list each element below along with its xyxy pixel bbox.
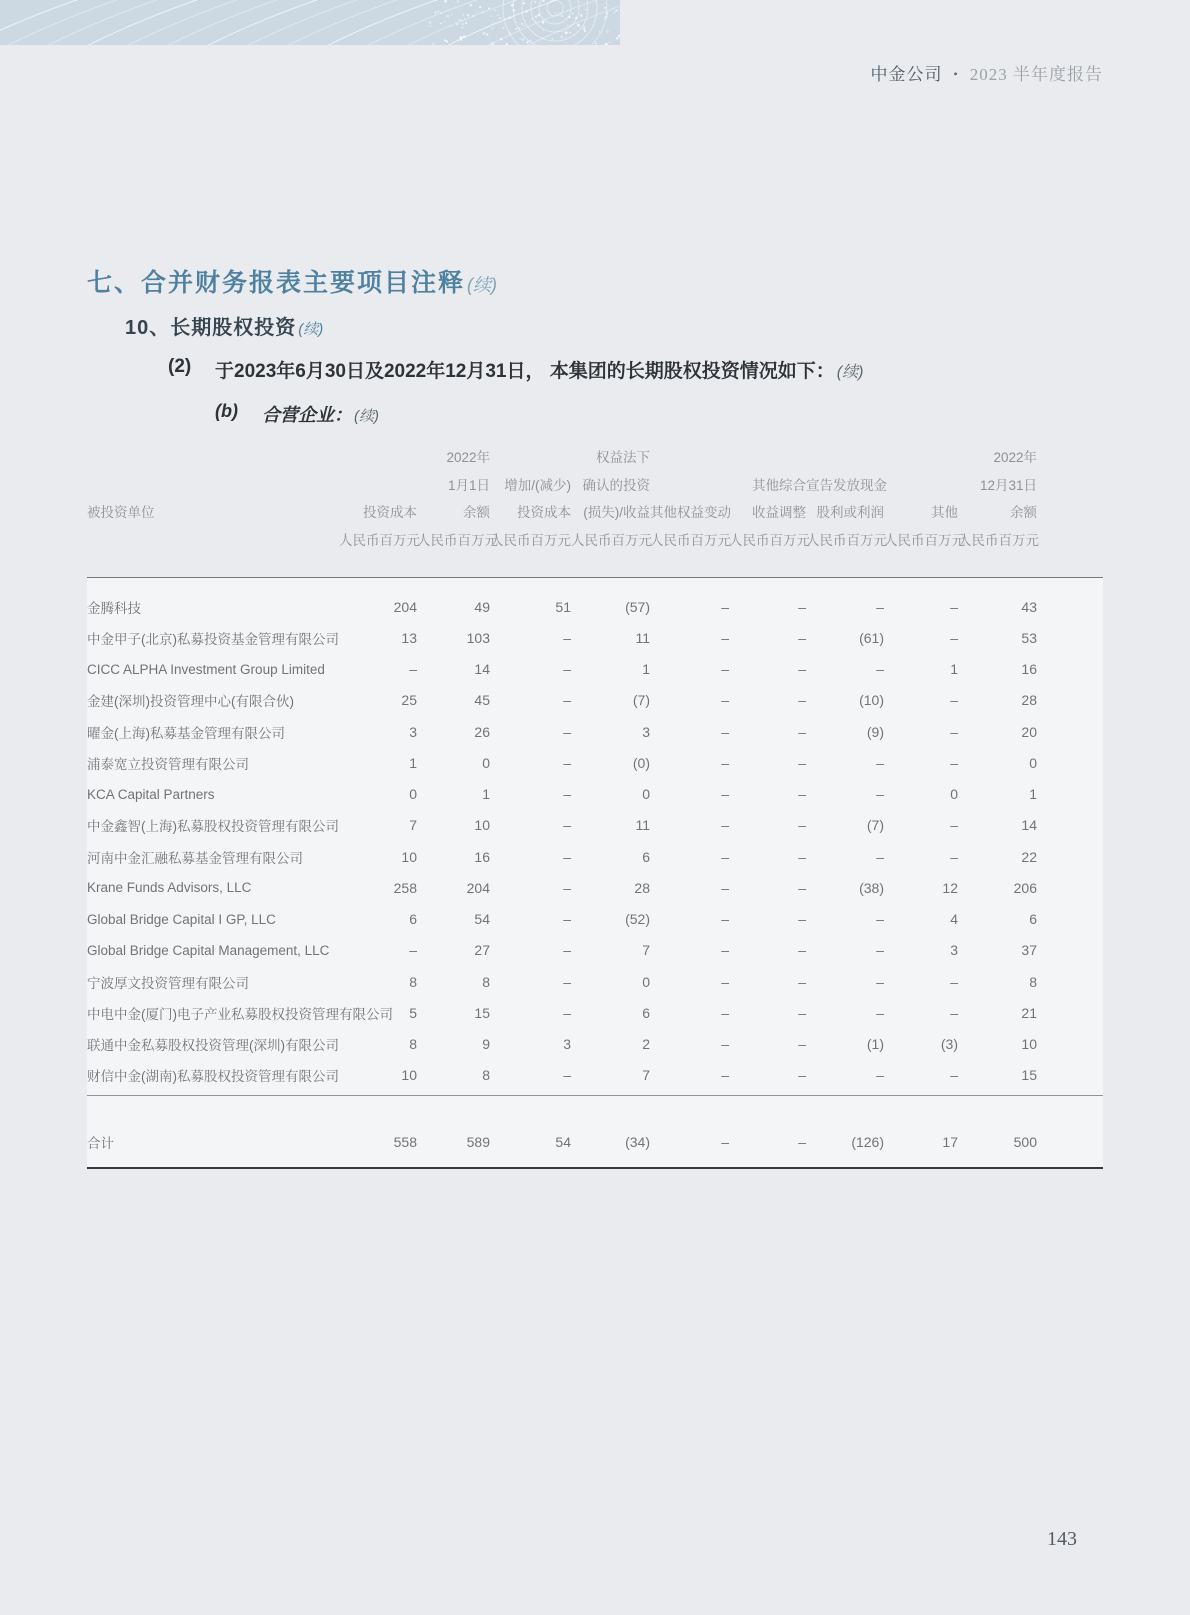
sub-item-paragraph xyxy=(215,401,379,427)
page-number: 143 xyxy=(1047,1528,1077,1550)
value-cell: – xyxy=(950,629,958,646)
value-cell: (7) xyxy=(866,817,884,834)
investee-name: Global Bridge Capital Management, LLC xyxy=(87,942,330,958)
section-title xyxy=(87,263,497,299)
value-cell: 54 xyxy=(474,911,490,928)
header-line xyxy=(650,444,729,472)
value-cell: (126) xyxy=(851,1133,884,1150)
value-cell: – xyxy=(798,692,806,709)
value-cell: – xyxy=(721,754,729,771)
row-spacer xyxy=(1037,911,1103,927)
value-cell: 1 xyxy=(409,754,417,771)
row-spacer xyxy=(1037,661,1103,677)
header-line: 人民币百万元 xyxy=(571,532,652,548)
table-row xyxy=(87,841,1103,872)
value-cell: – xyxy=(721,942,729,959)
header-line xyxy=(806,444,884,472)
value-cell: 4 xyxy=(950,911,958,928)
table-row xyxy=(87,997,1103,1028)
value-cell: 22 xyxy=(1021,848,1037,865)
value-cell: – xyxy=(950,1004,958,1021)
header-line xyxy=(490,444,571,472)
value-cell: – xyxy=(563,817,571,834)
value-cell: 10 xyxy=(401,1067,417,1084)
table-row xyxy=(87,1029,1103,1060)
value-cell: – xyxy=(798,723,806,740)
value-cell: 500 xyxy=(1013,1133,1037,1150)
value-cell: 258 xyxy=(393,879,417,896)
subsection-title-text: 10、长期股权投资 xyxy=(125,317,297,339)
investee-name: 中电中金(厦门)电子产业私募股权投资管理有限公司 xyxy=(87,1006,393,1022)
value-cell: 1 xyxy=(1029,786,1037,803)
value-cell: – xyxy=(563,629,571,646)
value-cell: 0 xyxy=(642,786,650,803)
value-cell: 13 xyxy=(401,629,417,646)
row-spacer xyxy=(1037,880,1103,896)
header-line xyxy=(87,527,339,555)
value-cell: 11 xyxy=(635,817,650,834)
value-cell: – xyxy=(563,754,571,771)
report-title: 2023 半年度报告 xyxy=(969,65,1103,84)
value-cell: – xyxy=(721,598,729,615)
value-cell: 49 xyxy=(474,598,490,615)
row-spacer xyxy=(1037,1005,1103,1021)
investee-name: KCA Capital Partners xyxy=(87,786,215,802)
header-line xyxy=(729,444,806,472)
value-cell: – xyxy=(409,942,417,959)
value-cell: 589 xyxy=(466,1133,490,1150)
total-row xyxy=(87,1126,1103,1157)
subsection-title-suffix: (续) xyxy=(298,321,324,338)
value-cell: – xyxy=(798,629,806,646)
value-cell: 6 xyxy=(1029,911,1037,928)
value-cell: – xyxy=(721,848,729,865)
table-row xyxy=(87,935,1103,966)
value-cell: – xyxy=(563,692,571,709)
value-cell: – xyxy=(950,692,958,709)
value-cell: – xyxy=(563,942,571,959)
table-rows xyxy=(87,578,1103,1095)
value-cell: (1) xyxy=(866,1036,884,1053)
running-head xyxy=(0,60,1103,85)
value-cell: – xyxy=(721,661,729,678)
value-cell: 14 xyxy=(474,661,490,678)
item-suffix: (续) xyxy=(836,364,864,381)
item-label: (2) xyxy=(168,356,192,377)
value-cell: – xyxy=(876,1004,884,1021)
investee-name: 中金鑫智(上海)私募股权投资管理有限公司 xyxy=(87,819,339,835)
value-cell: 6 xyxy=(642,848,650,865)
column-header-7 xyxy=(884,444,965,554)
value-cell: 8 xyxy=(482,973,490,990)
value-cell: – xyxy=(563,1067,571,1084)
value-cell: – xyxy=(798,661,806,678)
value-cell: – xyxy=(798,848,806,865)
value-cell: 51 xyxy=(555,598,571,615)
table-row xyxy=(87,654,1103,685)
header-line: 2022年 xyxy=(993,450,1037,465)
investee-name: 河南中金汇融私募基金管理有限公司 xyxy=(87,850,303,866)
value-cell: (34) xyxy=(625,1133,650,1150)
bullet-separator: • xyxy=(953,67,959,81)
value-cell: 3 xyxy=(409,723,417,740)
value-cell: – xyxy=(876,1067,884,1084)
value-cell: 558 xyxy=(393,1133,417,1150)
table-row xyxy=(87,747,1103,778)
value-cell: 8 xyxy=(409,973,417,990)
value-cell: 53 xyxy=(1021,629,1037,646)
header-line: 权益法下 xyxy=(596,450,650,465)
value-cell: (3) xyxy=(940,1036,958,1053)
header-line: 人民币百万元 xyxy=(884,532,965,548)
value-cell: 10 xyxy=(1021,1036,1037,1053)
header-line: 其他 xyxy=(931,505,958,520)
value-cell: – xyxy=(798,942,806,959)
value-cell: 204 xyxy=(466,879,490,896)
value-cell: – xyxy=(563,973,571,990)
value-cell: – xyxy=(798,786,806,803)
value-cell: – xyxy=(876,911,884,928)
header-line: 2022年 xyxy=(446,450,490,465)
value-cell: 9 xyxy=(482,1036,490,1053)
value-cell: 26 xyxy=(474,723,490,740)
value-cell: – xyxy=(798,817,806,834)
value-cell: 0 xyxy=(1029,754,1037,771)
value-cell: 0 xyxy=(642,973,650,990)
header-line: 人民币百万元 xyxy=(729,532,810,548)
value-cell: 7 xyxy=(642,942,650,959)
sub-item-suffix: (续) xyxy=(354,408,379,425)
value-cell: (7) xyxy=(632,692,650,709)
value-cell: 21 xyxy=(1021,1004,1037,1021)
value-cell: 8 xyxy=(409,1036,417,1053)
value-cell: 1 xyxy=(482,786,490,803)
table-header xyxy=(87,444,1103,577)
value-cell: 43 xyxy=(1021,598,1037,615)
table-row xyxy=(87,591,1103,622)
band-pattern-svg xyxy=(0,0,620,45)
value-cell: 16 xyxy=(474,848,490,865)
value-cell: (61) xyxy=(859,629,884,646)
subsection-title xyxy=(125,311,323,340)
header-line: 宣告发放现金 xyxy=(806,477,887,493)
value-cell: – xyxy=(950,598,958,615)
header-line: 被投资单位 xyxy=(87,505,155,520)
header-spacer xyxy=(1037,444,1103,554)
value-cell: – xyxy=(798,973,806,990)
column-header-8 xyxy=(958,444,1037,554)
company-name: 中金公司 xyxy=(870,65,943,84)
value-cell: – xyxy=(563,723,571,740)
value-cell: 28 xyxy=(634,879,650,896)
table-row xyxy=(87,966,1103,997)
header-line: 1月1日 xyxy=(447,477,490,493)
investee-name: 金建(深圳)投资管理中心(有限合伙) xyxy=(87,694,294,710)
value-cell: – xyxy=(876,848,884,865)
header-line xyxy=(87,472,339,500)
value-cell: – xyxy=(876,786,884,803)
header-line xyxy=(339,472,417,500)
column-header-investee xyxy=(87,444,339,554)
row-spacer xyxy=(1037,1067,1103,1083)
value-cell: – xyxy=(950,973,958,990)
investee-name: 宁波厚文投资管理有限公司 xyxy=(87,975,249,991)
value-cell: – xyxy=(950,848,958,865)
value-cell: – xyxy=(563,911,571,928)
value-cell: 16 xyxy=(1021,661,1037,678)
joint-ventures-table xyxy=(87,444,1103,1169)
header-line: 其他综合 xyxy=(752,477,806,493)
value-cell: 7 xyxy=(409,817,417,834)
value-cell: – xyxy=(563,1004,571,1021)
value-cell: 7 xyxy=(642,1067,650,1084)
header-line: 人民币百万元 xyxy=(339,532,420,548)
header-line: 余额 xyxy=(1010,505,1037,520)
value-cell: 11 xyxy=(635,629,650,646)
value-cell: 27 xyxy=(474,942,490,959)
header-line: 其他权益变动 xyxy=(650,505,731,520)
value-cell: – xyxy=(721,911,729,928)
value-cell: – xyxy=(563,786,571,803)
value-cell: – xyxy=(721,629,729,646)
value-cell: 15 xyxy=(1021,1067,1037,1084)
value-cell: 45 xyxy=(474,692,490,709)
row-spacer xyxy=(1037,630,1103,646)
value-cell: (52) xyxy=(625,911,650,928)
value-cell: 8 xyxy=(1029,973,1037,990)
value-cell: – xyxy=(721,1004,729,1021)
table-row xyxy=(87,716,1103,747)
header-line xyxy=(650,472,729,500)
value-cell: – xyxy=(798,1133,806,1150)
investee-name: 金腾科技 xyxy=(87,600,141,616)
value-cell: – xyxy=(563,661,571,678)
header-line: 增加/(减少) xyxy=(504,477,571,493)
value-cell: 37 xyxy=(1021,942,1037,959)
value-cell: – xyxy=(721,692,729,709)
value-cell: 3 xyxy=(950,942,958,959)
header-line: 投资成本 xyxy=(517,505,571,520)
value-cell: 12 xyxy=(942,879,958,896)
row-spacer xyxy=(1037,755,1103,771)
investee-name: 财信中金(湖南)私募股权投资管理有限公司 xyxy=(87,1069,339,1085)
table-row xyxy=(87,904,1103,935)
investee-name: CICC ALPHA Investment Group Limited xyxy=(87,661,325,677)
row-spacer xyxy=(1037,942,1103,958)
table-row xyxy=(87,1060,1103,1091)
investee-name: 中金甲子(北京)私募投资基金管理有限公司 xyxy=(87,631,339,647)
value-cell: – xyxy=(798,1036,806,1053)
investee-name: Krane Funds Advisors, LLC xyxy=(87,880,252,896)
value-cell: 10 xyxy=(401,848,417,865)
value-cell: – xyxy=(798,754,806,771)
value-cell: (10) xyxy=(859,692,884,709)
value-cell: – xyxy=(876,661,884,678)
value-cell: 103 xyxy=(466,629,490,646)
value-cell: 25 xyxy=(401,692,417,709)
row-spacer xyxy=(1037,974,1103,990)
value-cell: – xyxy=(721,786,729,803)
item-paragraph xyxy=(168,356,863,383)
value-cell: 6 xyxy=(409,911,417,928)
value-cell: – xyxy=(876,754,884,771)
value-cell: – xyxy=(876,942,884,959)
value-cell: 14 xyxy=(1021,817,1037,834)
row-spacer xyxy=(1037,599,1103,615)
value-cell: – xyxy=(798,598,806,615)
header-line xyxy=(884,444,958,472)
value-cell: 1 xyxy=(642,661,650,678)
value-cell: – xyxy=(409,661,417,678)
value-cell: – xyxy=(876,598,884,615)
value-cell: – xyxy=(798,1004,806,1021)
header-line xyxy=(339,444,417,472)
investee-name: 联通中金私募股权投资管理(深圳)有限公司 xyxy=(87,1038,339,1054)
header-line: 人民币百万元 xyxy=(650,532,731,548)
item-text: 于2023年6月30日及2022年12月31日， 本集团的长期股权投资情况如下： (续) xyxy=(215,361,864,382)
header-line xyxy=(884,472,958,500)
value-cell: 6 xyxy=(642,1004,650,1021)
section-title-suffix: (续) xyxy=(467,275,498,295)
value-cell: – xyxy=(721,879,729,896)
value-cell: 0 xyxy=(482,754,490,771)
column-header-2 xyxy=(490,444,571,554)
investee-name: 曜金(上海)私募基金管理有限公司 xyxy=(87,725,285,741)
value-cell: (57) xyxy=(625,598,650,615)
column-header-4 xyxy=(650,444,729,554)
decorative-band xyxy=(0,0,620,45)
header-line: 股利或利润 xyxy=(816,505,884,520)
value-cell: – xyxy=(798,1067,806,1084)
header-line: 12月31日 xyxy=(979,477,1037,493)
investee-name: 合计 xyxy=(87,1135,114,1151)
header-line: 确认的投资 xyxy=(582,477,650,493)
value-cell: – xyxy=(721,1036,729,1053)
value-cell: – xyxy=(563,848,571,865)
header-line: (损失)/收益 xyxy=(583,505,650,520)
table-row xyxy=(87,810,1103,841)
value-cell: 0 xyxy=(409,786,417,803)
column-header-1 xyxy=(417,444,498,554)
value-cell: – xyxy=(950,1067,958,1084)
sub-item-label: (b) xyxy=(215,401,238,421)
row-spacer xyxy=(1037,786,1103,802)
value-cell: 5 xyxy=(409,1004,417,1021)
table-row xyxy=(87,622,1103,653)
row-spacer xyxy=(1037,817,1103,833)
table-row xyxy=(87,779,1103,810)
header-line: 余额 xyxy=(463,505,490,520)
value-cell: 8 xyxy=(482,1067,490,1084)
value-cell: (9) xyxy=(866,723,884,740)
value-cell: – xyxy=(798,911,806,928)
value-cell: 28 xyxy=(1021,692,1037,709)
value-cell: 1 xyxy=(950,661,958,678)
header-line: 人民币百万元 xyxy=(958,532,1039,548)
value-cell: – xyxy=(950,754,958,771)
header-line: 人民币百万元 xyxy=(490,532,571,548)
value-cell: – xyxy=(721,1067,729,1084)
value-cell: 20 xyxy=(1021,723,1037,740)
row-spacer xyxy=(1037,849,1103,865)
column-header-0 xyxy=(339,444,420,554)
column-header-6 xyxy=(806,444,887,554)
row-spacer xyxy=(1037,1134,1103,1150)
value-cell: 0 xyxy=(950,786,958,803)
value-cell: – xyxy=(798,879,806,896)
header-line: 投资成本 xyxy=(363,505,417,520)
row-spacer xyxy=(1037,724,1103,740)
value-cell: – xyxy=(950,817,958,834)
row-spacer xyxy=(1037,1036,1103,1052)
value-cell: 15 xyxy=(474,1004,490,1021)
value-cell: 206 xyxy=(1013,879,1037,896)
table-body-area xyxy=(87,577,1103,1169)
header-line: 收益调整 xyxy=(752,505,806,520)
value-cell: 3 xyxy=(642,723,650,740)
column-header-3 xyxy=(571,444,650,554)
value-cell: 54 xyxy=(555,1133,571,1150)
value-cell: – xyxy=(950,723,958,740)
table-total-section xyxy=(87,1095,1103,1167)
value-cell: – xyxy=(721,817,729,834)
value-cell: 204 xyxy=(393,598,417,615)
value-cell: 10 xyxy=(474,817,490,834)
table-row xyxy=(87,685,1103,716)
header-line: 人民币百万元 xyxy=(417,532,498,548)
value-cell: – xyxy=(721,723,729,740)
column-header-5 xyxy=(729,444,810,554)
value-cell: – xyxy=(721,1133,729,1150)
section-title-text: 七、合并财务报表主要项目注释 xyxy=(87,269,466,297)
header-line xyxy=(87,444,339,472)
value-cell: 17 xyxy=(942,1133,958,1150)
value-cell: – xyxy=(563,879,571,896)
table-row xyxy=(87,872,1103,903)
value-cell: – xyxy=(721,973,729,990)
value-cell: – xyxy=(876,973,884,990)
investee-name: 浦泰宽立投资管理有限公司 xyxy=(87,756,249,772)
investee-name: Global Bridge Capital I GP, LLC xyxy=(87,911,276,927)
value-cell: (0) xyxy=(632,754,650,771)
header-line: 人民币百万元 xyxy=(806,532,887,548)
sub-item-text: 合营企业： (续) xyxy=(262,405,379,425)
row-spacer xyxy=(1037,692,1103,708)
value-cell: (38) xyxy=(859,879,884,896)
value-cell: 2 xyxy=(642,1036,650,1053)
value-cell: 3 xyxy=(563,1036,571,1053)
